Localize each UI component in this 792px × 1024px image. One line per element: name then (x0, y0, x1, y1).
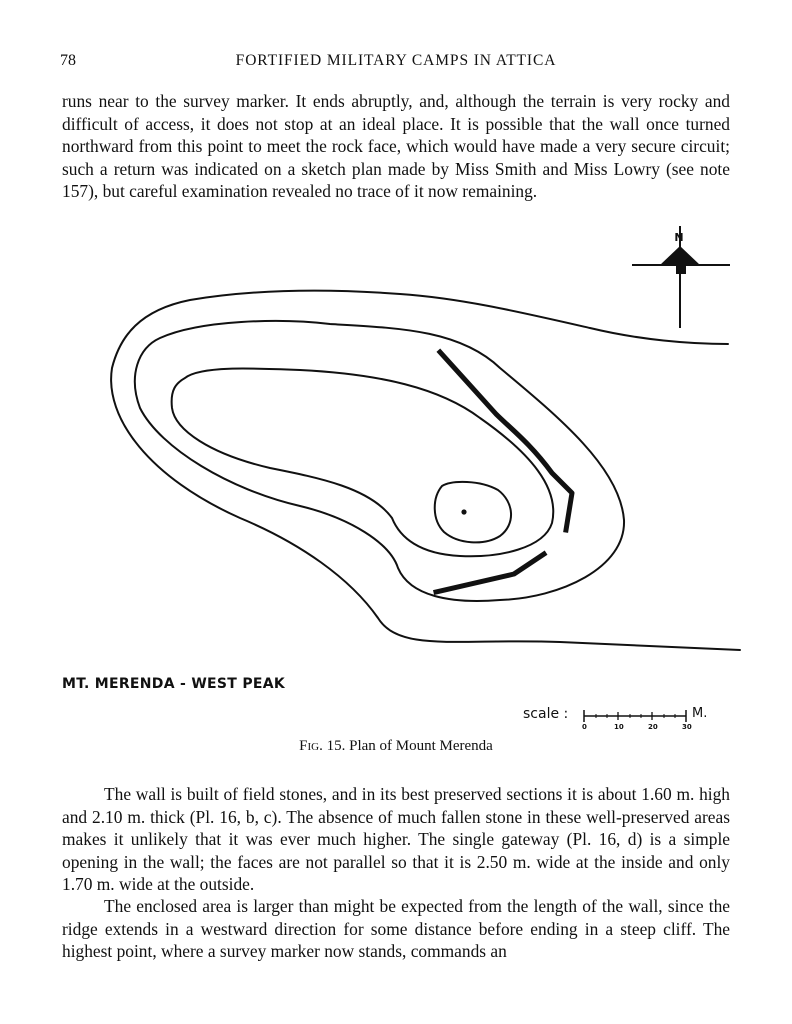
body-paragraph-2: The wall is built of field stones, and in its best preserved sections it is about 1.60 m. high and 2.10 m. thick (Pl. 16, b, c). The absence of much fallen stone in these well-preserved areas makes it unlikely that it was ever much higher. The single gateway (Pl. 16, d) is a simple opening in the wall; the faces are not parallel so that it is 2.50 m. wide at the inside and only 1.70 m. wide at the outside. (62, 784, 730, 894)
scale-word: scale : (523, 706, 569, 722)
scale-tick-label: 30 (682, 723, 692, 731)
page-number: 78 (60, 52, 76, 69)
body-paragraph-3: The enclosed area is larger than might be expected from the length of the wall, since the ridge extends in a westward direction for some distance before ending in a steep cliff. The highest point, where a survey marker now stands, commands an (62, 896, 730, 961)
middle-contour-line (135, 321, 624, 601)
scale-bar (520, 704, 740, 734)
north-arrow (632, 226, 730, 328)
scale-tick-label: 0 (582, 723, 587, 731)
wall-line-south (436, 554, 544, 592)
inner-contour-line (172, 368, 554, 556)
scale-unit: M. (692, 706, 708, 721)
page-header (60, 52, 732, 74)
figure-caption (0, 738, 792, 755)
north-label: N (674, 231, 684, 244)
running-title: FORTIFIED MILITARY CAMPS IN ATTICA (235, 52, 557, 69)
scale-tick-label: 10 (614, 723, 624, 731)
body-paragraph-1: runs near to the survey marker. It ends abruptly, and, although the terrain is very rocky and difficult of access, it does not stop at an ideal place. It is possible that the wall once turned northward from this point to meet the rock face, which would have made a very secure circuit; such a return was indicated on a sketch plan made by Miss Smith and Miss Lowry (see note 157), but careful examination revealed no trace of it now remaining. (62, 91, 730, 201)
scale-tick-label: 20 (648, 723, 658, 731)
outer-contour-line (111, 291, 740, 650)
survey-marker (461, 509, 466, 514)
figure-plan (0, 218, 792, 738)
caption-text: Plan of Mount Merenda (349, 738, 493, 754)
site-label: MT. MERENDA - WEST PEAK (62, 676, 286, 692)
contour-plan-drawing (0, 218, 792, 738)
summit-contour-line (435, 482, 511, 542)
caption-figure-number: Fig. 15. (299, 738, 346, 754)
